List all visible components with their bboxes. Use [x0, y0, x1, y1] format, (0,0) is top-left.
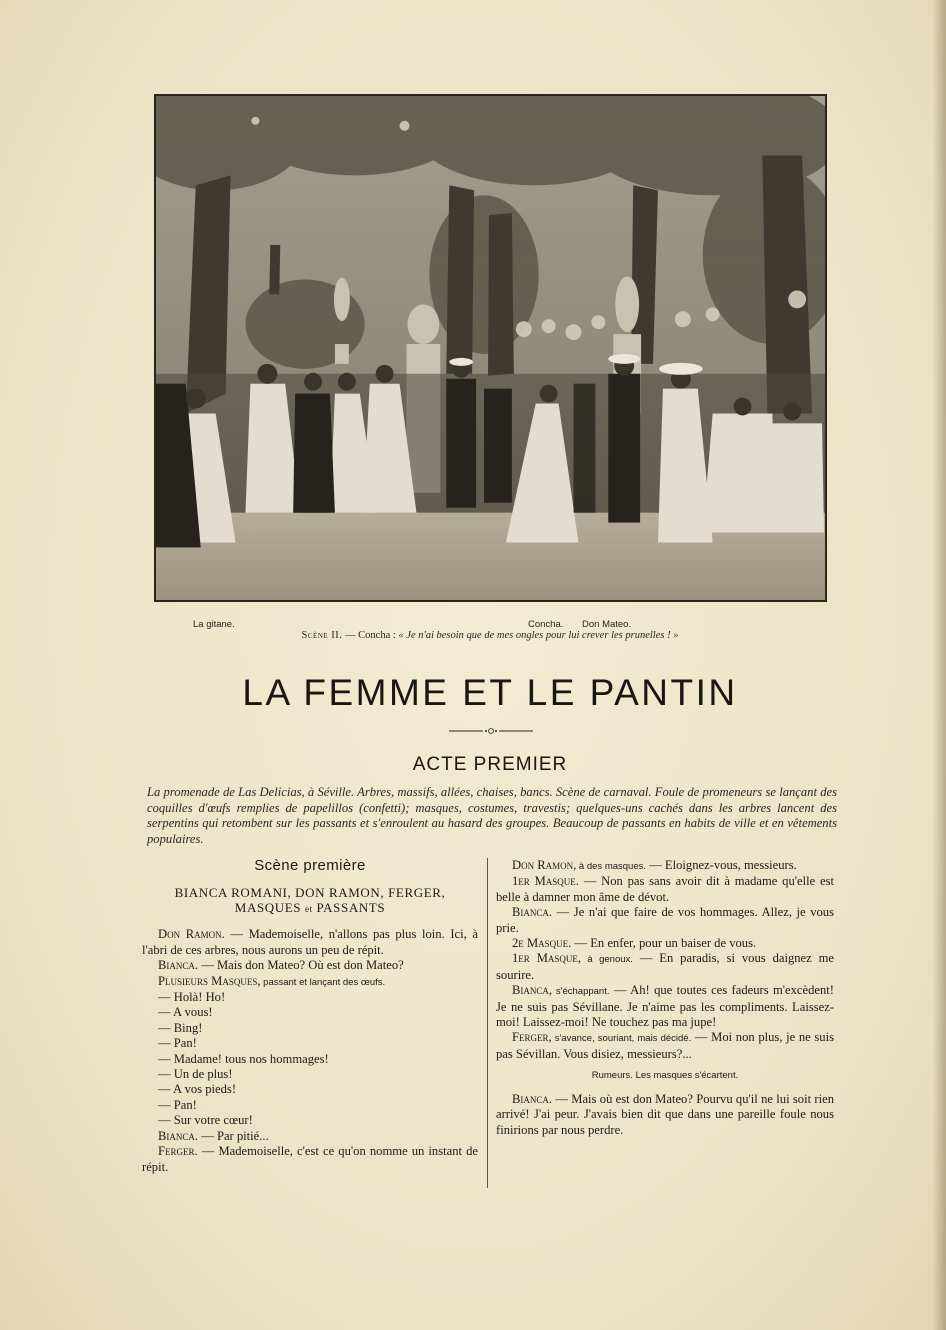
dialogue-line: [142, 1036, 478, 1051]
speaker-name: Don Ramon,: [512, 858, 577, 872]
character-list-masques: MASQUES: [234, 900, 302, 916]
character-list-passants: PASSANTS: [316, 900, 386, 916]
dialogue-line: [496, 1092, 834, 1138]
dialogue-text: — Eloignez-vous, messieurs.: [646, 858, 797, 872]
page-edge-shadow: [932, 0, 946, 1330]
photo-illustration: [156, 96, 825, 600]
speaker-direction: à genoux.: [581, 954, 633, 966]
scene-heading: Scène première: [254, 857, 366, 874]
dialogue-line: [496, 874, 834, 905]
dialogue-text: — Holà! Ho!: [158, 990, 226, 1005]
dialogue-line: [142, 974, 478, 990]
dialogue-text: — En enfer, pour un baiser de vous.: [571, 936, 757, 951]
inline-stage-direction: Rumeurs. Les masques s'écartent.: [591, 1070, 739, 1082]
speaker-name: Bianca.: [512, 905, 553, 920]
speaker-direction: s'échappant.: [552, 986, 610, 998]
dialogue-line: [496, 1030, 834, 1062]
caption-scene: Scène II.: [301, 630, 343, 641]
act-heading: ACTE PREMIER: [412, 754, 568, 775]
photo-label-concha: Concha.: [528, 619, 564, 630]
speaker-direction: passant et lançant des œufs.: [260, 976, 386, 988]
speaker-name: Bianca.: [512, 1091, 553, 1106]
dialogue-line: [142, 1129, 478, 1144]
right-column: [496, 858, 834, 1138]
character-list-et: et: [304, 904, 313, 915]
page-title: LA FEMME ET LE PANTIN: [242, 672, 738, 713]
speaker-name: Bianca,: [512, 983, 553, 998]
dialogue-line: [496, 858, 834, 874]
caption-speaker: — Concha :: [342, 630, 399, 641]
speaker-name: 1er Masque.: [512, 874, 579, 889]
photo-caption: [150, 630, 830, 641]
speaker-name: Don Ramon.: [158, 927, 225, 942]
dialogue-text: — Mais où est don Mateo? Pourvu qu'il ne lui soit rien arrivé! J'ai peur. J'avais bien dit que dans une pareille foule nous finirions par nous perdre.: [496, 1091, 834, 1137]
dialogue-line: [142, 1021, 478, 1036]
stage-direction: La promenade de Las Delicias, à Séville. Arbres, massifs, allées, chaises, bancs. Scène de carnaval. Foule de promeneurs se lançant des coquilles d'œufs remplies de papelillos (confetti); masques, costumes, travestis; quelques-uns cachés dans les arbres lancent des serpentins qui retombent sur les passants et s'enroulent au hasard des groupes. Beaucoup de passants en habits de ville et en vêtements populaires.: [147, 785, 837, 846]
dialogue-line: [496, 983, 834, 1030]
dialogue-line: [142, 1082, 478, 1097]
dialogue-text: — Pan!: [158, 1097, 197, 1112]
dialogue-line: [142, 1113, 478, 1128]
character-list-line-1: BIANCA ROMANI, DON RAMON, FERGER,: [174, 885, 446, 901]
photo-label-gitane: La gitane.: [193, 619, 235, 630]
dialogue-line: [496, 951, 834, 983]
dialogue-line: [496, 905, 834, 936]
character-list: [142, 885, 478, 917]
speaker-name: Plusieurs Masques,: [158, 973, 261, 988]
dialogue-text: — Par pitié...: [198, 1128, 269, 1143]
dialogue-text: — Mais don Mateo? Où est don Mateo?: [198, 958, 404, 973]
dialogue-line: [142, 1144, 478, 1175]
dialogue-text: — Ah! que toutes ces fadeurs m'excèdent! Je ne suis pas Sévillane. Je n'aime pas les compliments. Laissez-moi! Laissez-moi! Ne touchez pas ma jupe!: [496, 983, 834, 1030]
speaker-name: Bianca.: [158, 1128, 199, 1143]
dialogue-line: [142, 1067, 478, 1082]
speaker-name: Bianca.: [158, 958, 199, 973]
dialogue-text: — A vos pieds!: [158, 1082, 237, 1097]
dialogue-text: — Un de plus!: [158, 1067, 233, 1082]
speaker-direction: à des masques.: [576, 861, 647, 872]
scene-photograph: [154, 94, 827, 602]
speaker-name: 1er Masque,: [512, 951, 582, 966]
dialogue-text: — Madame! tous nos hommages!: [158, 1051, 329, 1066]
dialogue-text: — Pan!: [158, 1036, 197, 1051]
dialogue-line: [142, 927, 478, 958]
dialogue-line: [496, 936, 834, 951]
column-divider: [487, 858, 488, 1188]
dialogue-text: — Mademoiselle, c'est ce qu'on nomme un instant de répit.: [142, 1144, 478, 1174]
left-column: [142, 858, 478, 1175]
speaker-name: Ferger.: [158, 1144, 198, 1159]
dialogue-text: — Mademoiselle, n'allons pas plus loin. Ici, à l'abri de ces arbres, nous aurons un peu de répit.: [142, 927, 478, 957]
title-ornament: [449, 726, 533, 736]
dialogue-text: — Non pas sans avoir dit à madame qu'elle est belle à damner mon âme de dévot.: [496, 874, 834, 904]
dialogue-text: — A vous!: [158, 1005, 213, 1020]
dialogue-line: [142, 1098, 478, 1113]
dialogue-text: — Bing!: [158, 1020, 203, 1035]
speaker-direction: s'avance, souriant, mais décidé.: [551, 1033, 692, 1045]
dialogue-line: [142, 1005, 478, 1020]
dialogue-text: — Moi non plus, je ne suis pas Sévillan. Vous disiez, messieurs?...: [496, 1030, 835, 1061]
photo-label-don-mateo: Don Mateo.: [582, 619, 632, 630]
dialogue-text: — Sur votre cœur!: [158, 1113, 253, 1128]
dialogue-line: [142, 990, 478, 1005]
dialogue-text: — Je n'ai que faire de vos hommages. Allez, je vous prie.: [496, 905, 834, 935]
dialogue-line: [142, 1052, 478, 1067]
caption-quote: « Je n'ai besoin que de mes ongles pour lui crever les prunelles ! »: [398, 630, 679, 641]
speaker-name: 2e Masque.: [512, 936, 572, 951]
dialogue-line: [142, 958, 478, 973]
dialogue-text: — En paradis, si vous daignez me sourire.: [496, 951, 835, 982]
speaker-name: Ferger,: [512, 1030, 552, 1045]
